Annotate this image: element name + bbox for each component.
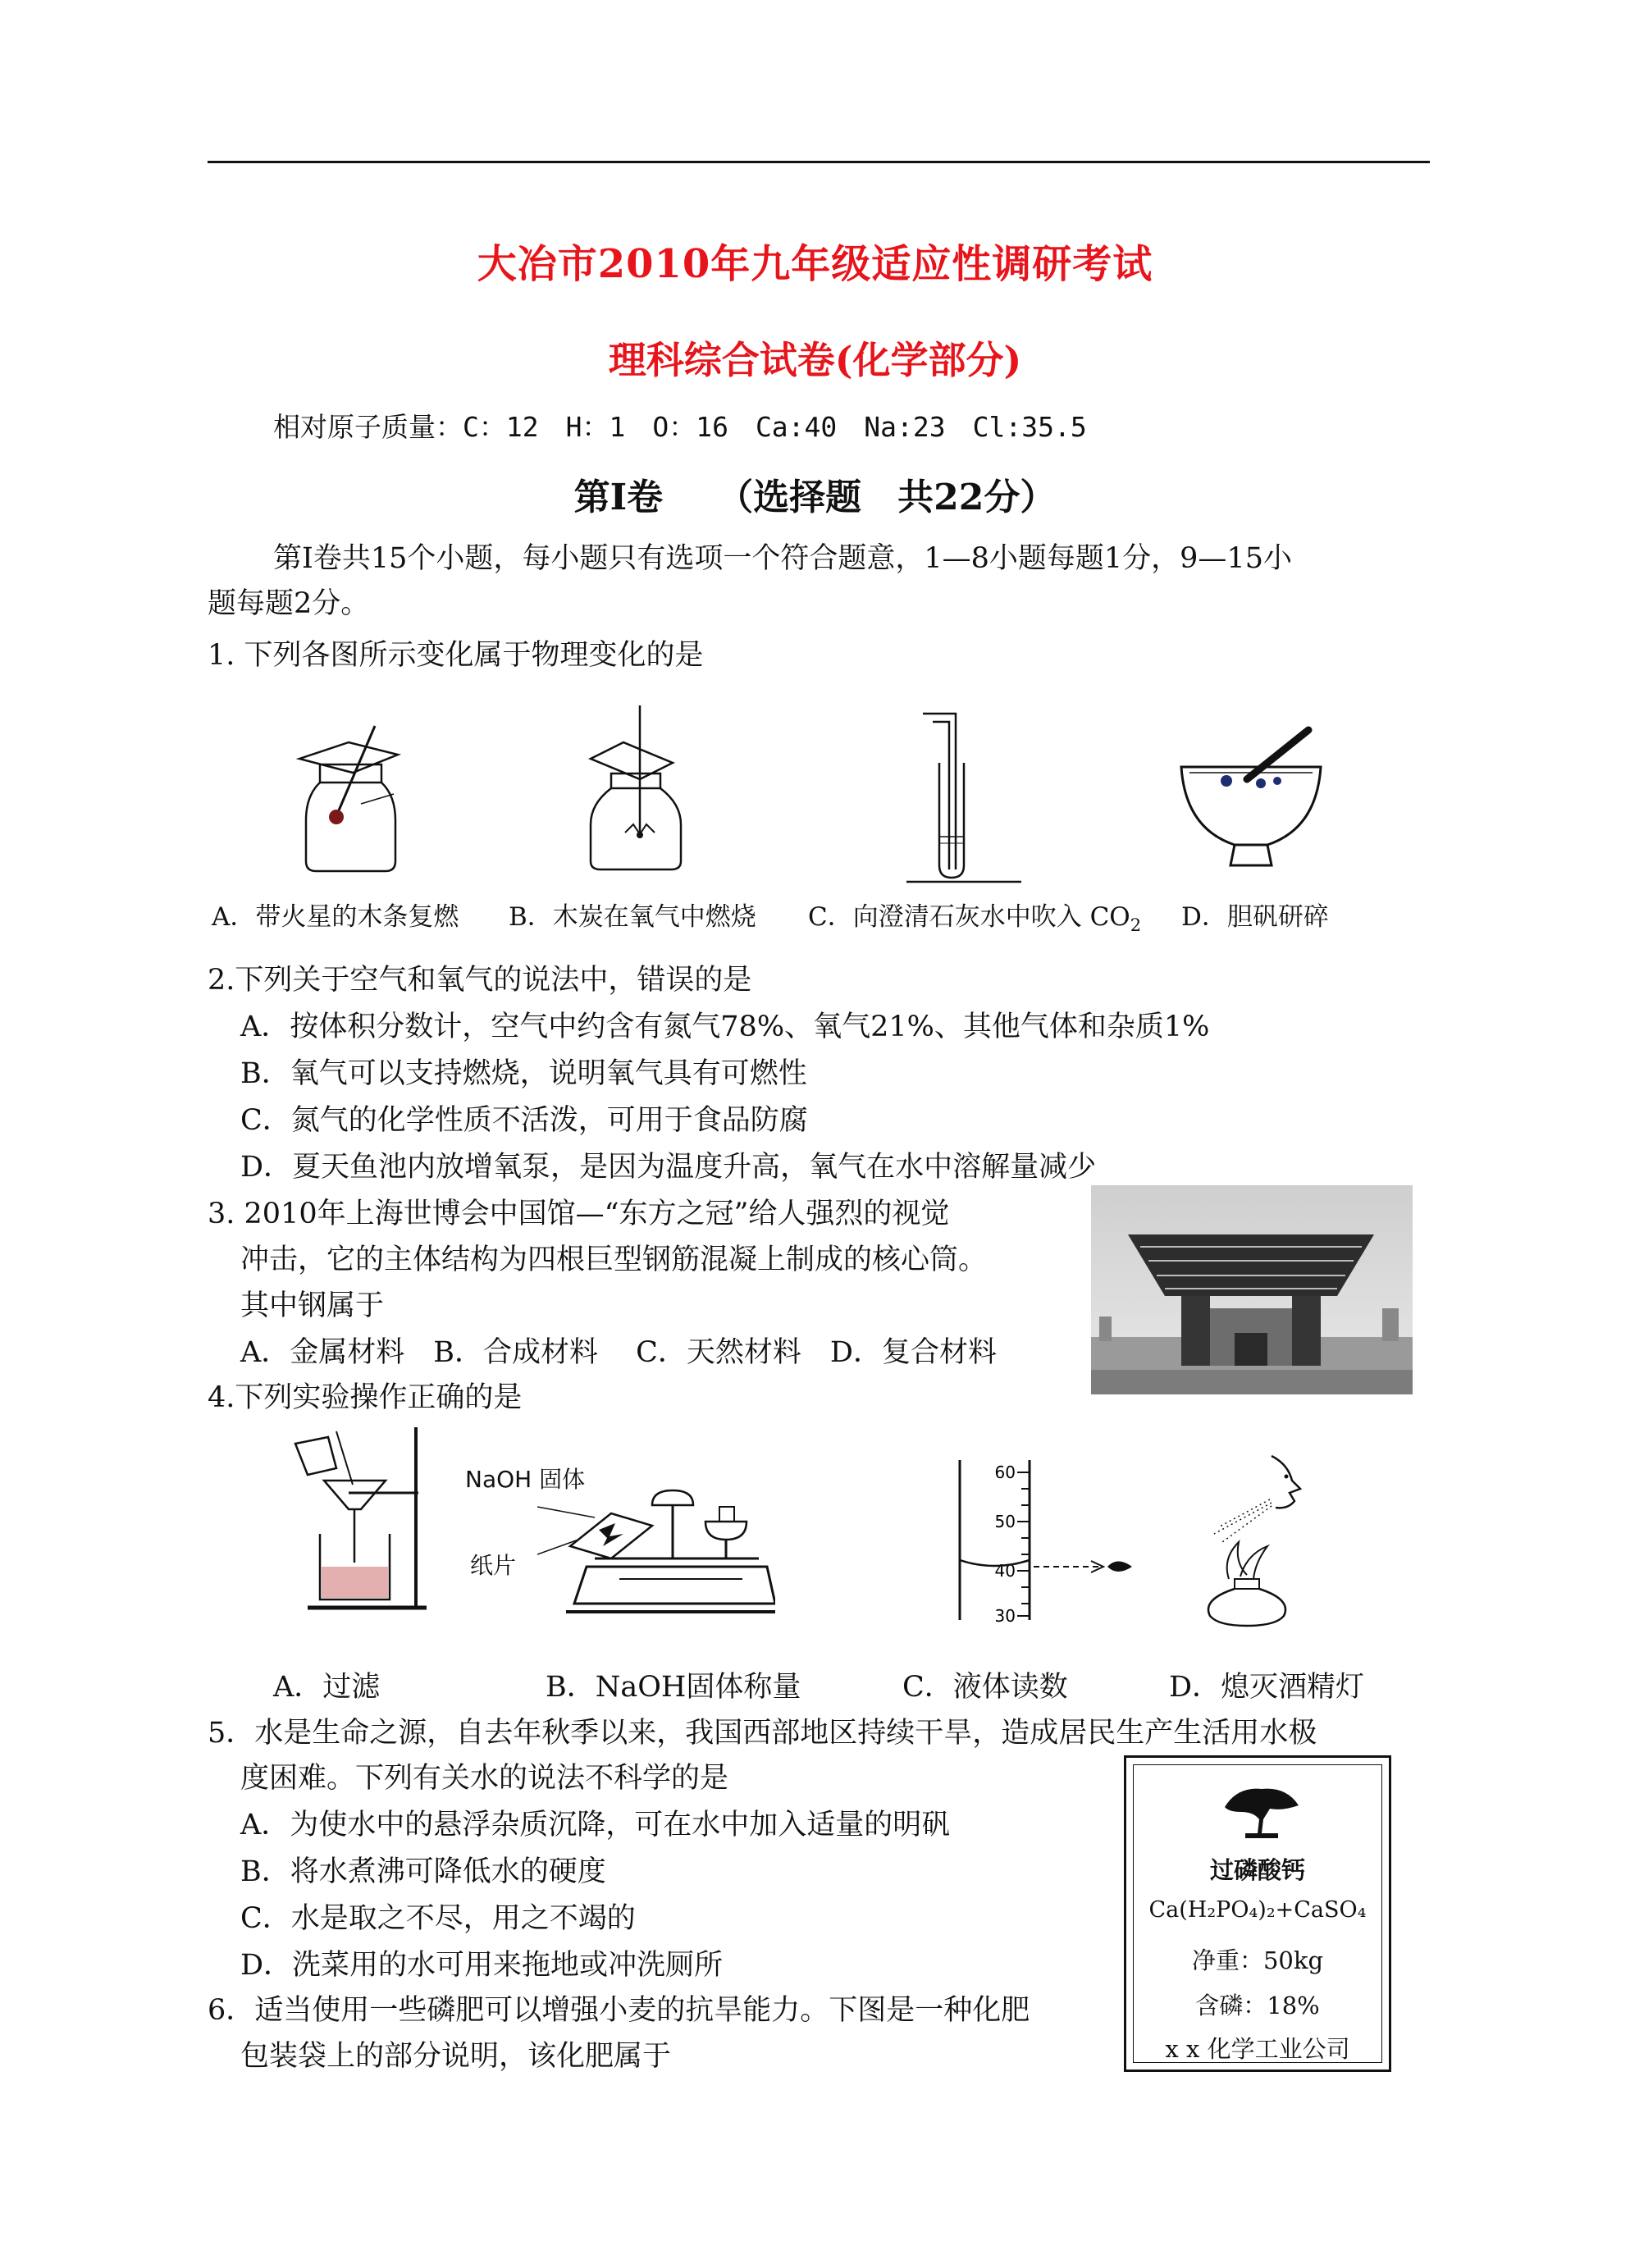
q1-option-c-formula: CO xyxy=(1089,902,1130,932)
fertilizer-phosphorus: 含磷：18% xyxy=(1195,1992,1320,2019)
q5-option-a: A．为使水中的悬浮杂质沉降，可在水中加入适量的明矾 xyxy=(240,1809,951,1841)
q2-stem: 2.下列关于空气和氧气的说法中，错误的是 xyxy=(208,964,752,997)
q4-option-c: C．液体读数 xyxy=(902,1671,1068,1704)
q3-line-1: 3. 2010年上海世博会中国馆—“东方之冠”给人强烈的视觉 xyxy=(208,1198,950,1230)
q3-options: A．金属材料 B．合成材料 C．天然材料 D．复合材料 xyxy=(240,1336,997,1369)
q5-line-1: 5．水是生命之源，自去年秋季以来，我国西部地区持续干旱，造成居民生产生活用水极 xyxy=(208,1717,1317,1750)
q6-line-2: 包装袋上的部分说明，该化肥属于 xyxy=(240,2040,672,2073)
q5-option-b: B．将水煮沸可降低水的硬度 xyxy=(240,1855,606,1888)
q2-option-d: D．夏天鱼池内放增氧泵，是因为温度升高，氧气在水中溶解量减少 xyxy=(240,1151,1097,1184)
q4-option-b: B．NaOH固体称量 xyxy=(546,1671,801,1704)
q2-option-c: C．氮气的化学性质不活泼，可用于食品防腐 xyxy=(240,1104,808,1137)
q5-option-c: C．水是取之不尽，用之不竭的 xyxy=(240,1902,636,1935)
q3-line-3: 其中钢属于 xyxy=(240,1289,385,1322)
q1-option-a: A．带火星的木条复燃 xyxy=(212,902,459,932)
alcohol-lamp-figure xyxy=(1189,1452,1354,1632)
balance-figure xyxy=(537,1489,775,1620)
q1-option-c-text: C．向澄清石灰水中吹入 xyxy=(808,902,1082,932)
q1-option-b: B．木炭在氧气中燃烧 xyxy=(509,902,756,932)
q1-option-c-subscript: 2 xyxy=(1130,915,1142,936)
exam-title: 大冶市2010年九年级适应性调研考试 xyxy=(477,241,1153,287)
tree-logo-icon xyxy=(1221,1782,1303,1840)
test-tube-co2-figure xyxy=(898,705,1030,886)
q5-option-d: D．洗菜用的水可用来拖地或冲洗厕所 xyxy=(240,1949,724,1982)
atomic-mass-line: 相对原子质量：C：12 H：1 O：16 Ca:40 Na:23 Cl:35.5 xyxy=(273,411,1087,443)
section-heading: 第Ⅰ卷 （选择题 共22分） xyxy=(573,477,1057,518)
q1-stem: 1. 下列各图所示变化属于物理变化的是 xyxy=(208,639,704,672)
q4-option-d: D．熄灭酒精灯 xyxy=(1169,1671,1365,1704)
header-rule xyxy=(208,161,1430,163)
q5-line-2: 度困难。下列有关水的说法不科学的是 xyxy=(240,1762,729,1795)
fertilizer-label-box xyxy=(1124,1755,1391,2072)
exam-subtitle: 理科综合试卷(化学部分) xyxy=(608,338,1022,382)
jar-glowing-splint-figure xyxy=(291,722,406,878)
tick-40: 40 xyxy=(994,1561,1016,1581)
q1-option-c xyxy=(808,896,1141,935)
china-pavilion-photo xyxy=(1091,1185,1413,1394)
tick-60: 60 xyxy=(994,1463,1016,1482)
q3-line-2: 冲击，它的主体结构为四根巨型钢筋混凝上制成的核心筒。 xyxy=(240,1244,988,1276)
q6-line-1: 6．适当使用一些磷肥可以增强小麦的抗旱能力。下图是一种化肥 xyxy=(208,1994,1030,2027)
q1-option-d: D．胆矾研碎 xyxy=(1181,902,1329,932)
naoh-label: NaOH 固体 xyxy=(465,1466,586,1493)
tick-30: 30 xyxy=(994,1606,1016,1626)
q4-option-a: A．过滤 xyxy=(273,1671,381,1704)
filtration-figure xyxy=(291,1419,435,1620)
mortar-pestle-figure xyxy=(1169,722,1333,878)
paper-label: 纸片 xyxy=(470,1552,517,1579)
q2-option-a: A．按体积分数计，空气中约含有氮气78%、氧气21%、其他气体和杂质1% xyxy=(240,1011,1210,1043)
fertilizer-formula: Ca(H₂PO₄)₂+CaSO₄ xyxy=(1148,1897,1367,1923)
fertilizer-net-weight: 净重：50kg xyxy=(1191,1946,1324,1974)
jar-charcoal-burning-figure xyxy=(574,701,697,874)
intro-line-2: 题每题2分。 xyxy=(208,587,370,620)
fertilizer-company: x x 化学工业公司 xyxy=(1165,2035,1350,2063)
q4-stem: 4.下列实验操作正确的是 xyxy=(208,1381,523,1414)
tick-50: 50 xyxy=(994,1512,1016,1531)
graduated-cylinder-figure xyxy=(935,1452,1140,1628)
intro-line-1: 第Ⅰ卷共15个小题，每小题只有选项一个符合题意，1—8小题每题1分，9—15小 xyxy=(273,542,1292,575)
fertilizer-name: 过磷酸钙 xyxy=(1209,1856,1305,1884)
q2-option-b: B．氧气可以支持燃烧，说明氧气具有可燃性 xyxy=(240,1057,807,1090)
